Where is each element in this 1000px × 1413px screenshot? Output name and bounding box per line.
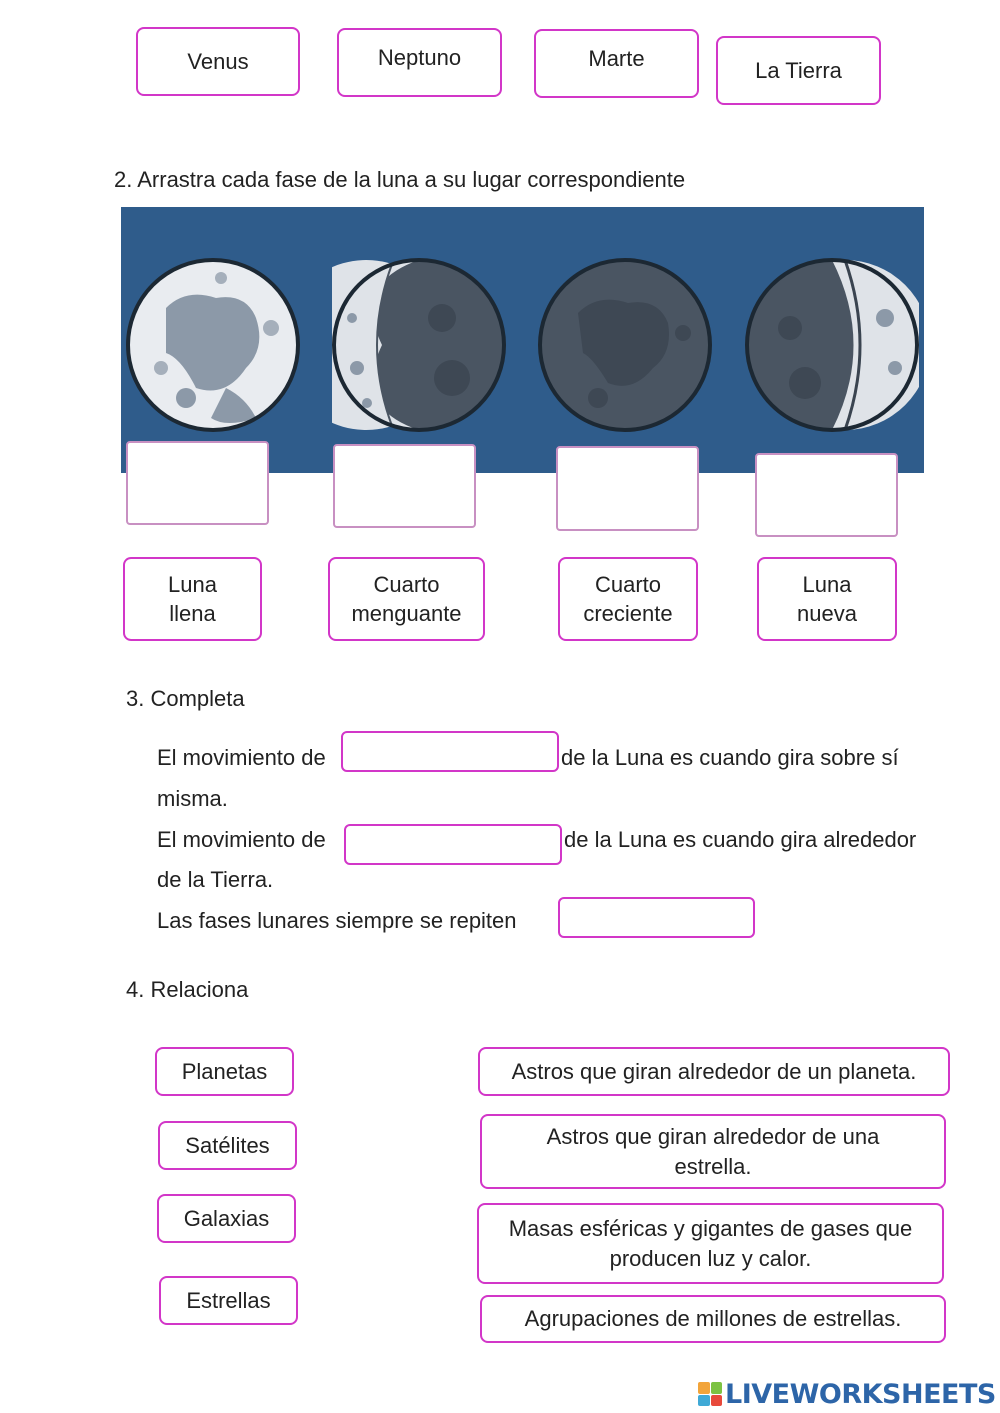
phase-drop-zone-4[interactable] (755, 453, 898, 537)
new-moon-image (538, 258, 712, 432)
q3-line1-start: El movimiento de (157, 745, 326, 770)
full-moon-image (126, 258, 300, 432)
q3-line2-wrap: de la Tierra. (157, 867, 274, 892)
liveworksheets-logo (698, 1378, 996, 1410)
phase-drop-zone-1[interactable] (126, 441, 269, 525)
planet-chip-neptuno[interactable]: Neptuno (337, 28, 502, 97)
q3-line3-start: Las fases lunares siempre se repiten (157, 908, 517, 933)
definition-box-1[interactable]: Astros que giran alrededor de un planeta. (478, 1047, 950, 1096)
q3-line2-start: El movimiento de (157, 827, 326, 852)
moon-phases-panel (121, 207, 924, 473)
phase-drop-zone-2[interactable] (333, 444, 476, 528)
waning-moon-image (332, 258, 506, 432)
phase-chip-cuarto-menguante[interactable]: Cuarto menguante (328, 557, 485, 641)
definition-box-3[interactable]: Masas esféricas y gigantes de gases que producen luz y calor. (477, 1203, 944, 1284)
rotation-answer-input[interactable] (341, 731, 559, 772)
phase-drop-zone-3[interactable] (556, 446, 699, 531)
q3-line1-end: de la Luna es cuando gira sobre sí (561, 745, 899, 770)
liveworksheets-logo-text: LIVEWORKSHEETS (725, 1378, 996, 1410)
q3-line2-end: de la Luna es cuando gira alrededor (564, 827, 917, 852)
translation-answer-input[interactable] (344, 824, 562, 865)
planet-chip-venus[interactable]: Venus (136, 27, 300, 96)
definition-box-2[interactable]: Astros que giran alrededor de una estrella. (480, 1114, 946, 1189)
question-4-heading: 4. Relaciona (126, 977, 249, 1002)
planet-chip-la-tierra[interactable]: La Tierra (716, 36, 881, 105)
planet-chip-marte[interactable]: Marte (534, 29, 699, 98)
definition-box-4[interactable]: Agrupaciones de millones de estrellas. (480, 1295, 946, 1343)
phase-chip-luna-llena[interactable]: Luna llena (123, 557, 262, 641)
term-chip-satelites[interactable]: Satélites (158, 1121, 297, 1170)
liveworksheets-logo-icon (698, 1382, 722, 1406)
phase-cycle-answer-input[interactable] (558, 897, 755, 938)
question-3-heading: 3. Completa (126, 686, 245, 711)
q3-line1-wrap: misma. (157, 786, 228, 811)
question-2-heading: 2. Arrastra cada fase de la luna a su lugar correspondiente (114, 167, 686, 192)
term-chip-planetas[interactable]: Planetas (155, 1047, 294, 1096)
phase-chip-cuarto-creciente[interactable]: Cuarto creciente (558, 557, 698, 641)
waxing-moon-image (745, 258, 919, 432)
term-chip-estrellas[interactable]: Estrellas (159, 1276, 298, 1325)
term-chip-galaxias[interactable]: Galaxias (157, 1194, 296, 1243)
phase-chip-luna-nueva[interactable]: Luna nueva (757, 557, 897, 641)
